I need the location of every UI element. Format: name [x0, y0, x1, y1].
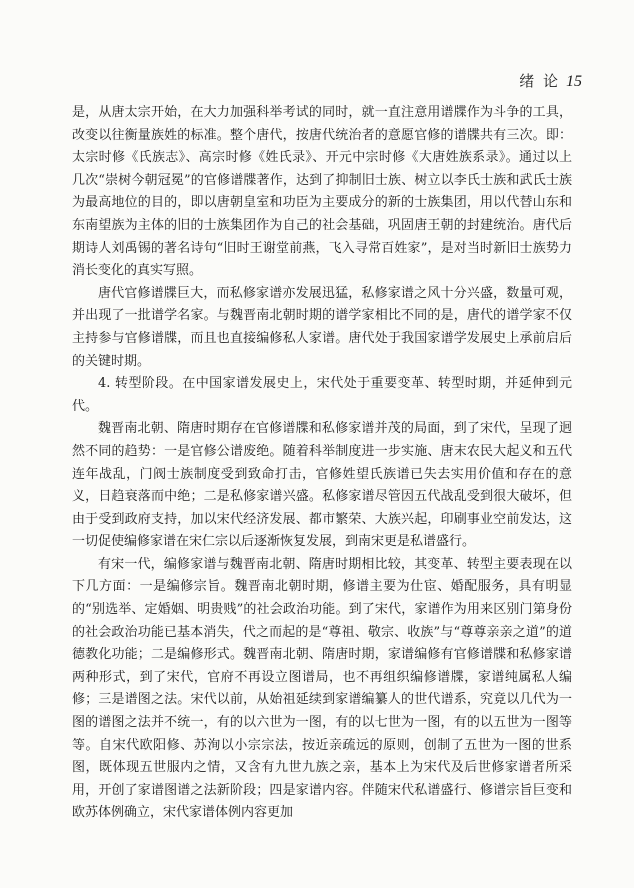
page-number: 15: [566, 73, 582, 90]
paragraph: 有宋一代，编修家谱与魏晋南北朝、隋唐时期相比较，其变革、转型主要表现在以下几方面：一是编修宗旨。魏晋南北朝时期，修谱主要为仕宦、婚配服务，具有明显的“别选举、定婚姻、明贵贱”的社会政治功能。到了宋代，家谱作为用来区别门第身份的社会政治功能已基本消失，代之而起的是“尊祖、敬宗、收族”与“尊尊亲亲之道”的道德教化功能；二是编修形式。魏晋南北朝、隋唐时期，家谱编修有官修谱牒和私修家谱两种形式，到了宋代，官府不再设立图谱局，也不再组织编修谱牒，家谱纯属私人编修；三是谱图之法。宋代以前，从始祖延续到家谱编纂人的世代谱系，究竟以几代为一图的谱图之法并不统一，有的以六世为一图，有的以七世为一图，有的以五世为一图等等。自宋代欧阳修、苏洵以小宗宗法，按近亲疏远的原则，创制了五世为一图的世系图，既体现五世服内之情，又含有九世九族之亲，基本上为宋代及后世修家谱者所采用，开创了家谱图谱之法新阶段；四是家谱内容。伴随宋代私谱盛行、修谱宗旨巨变和欧苏体例确立，宋代家谱体例内容更加: [72, 556, 572, 821]
running-header: [519, 70, 582, 91]
paragraph: 魏晋南北朝、隋唐时期存在官修谱牒和私修家谱并茂的局面，到了宋代，呈现了迥然不同的趋势：一是官修公谱废绝。随着科举制度进一步实施、唐末农民大起义和五代连年战乱，门阀士族制度受到致命打击，官修姓望氏族谱已失去实用价值和存在的意义，日趋衰落而中绝；二是私修家谱兴盛。私修家谱尽管因五代战乱受到很大破坏，但由于受到政府支持，加以宋代经济发展、都市繁荣、大族兴起，印刷事业空前发达，这一切促使编修家谱在宋仁宗以后逐渐恢复发展，到南宋更是私谱盛行。: [72, 421, 572, 550]
paragraph: 唐代官修谱牒巨大，而私修家谱亦发展迅猛，私修家谱之风十分兴盛，数量可观，并出现了一批谱学名家。与魏晋南北朝时期的谱学家相比不同的是，唐代的谱学家不仅主持参与官修谱牒，而且也直接编修私人家谱。唐代处于我国家谱学发展史上承前启后的关键时期。: [72, 285, 572, 369]
body-text: [72, 102, 572, 825]
chapter-title: 绪 论: [519, 72, 560, 90]
paragraph: 是，从唐太宗开始，在大力加强科举考试的同时，就一直注意用谱牒作为斗争的工具，改变以往衡量族姓的标准。整个唐代，按唐代统治者的意愿官修的谱牒共有三次。即：太宗时修《氏族志》、高宗时修《姓氏录》、开元中宗时修《大唐姓族系录》。通过以上几次“崇树今朝冠冕”的官修谱牒著作，达到了抑制旧士族、树立以李氏士族和武氏士族为最高地位的目的，即以唐朝皇室和功臣为主要成分的新的士族集团，用以代替山东和东南望族为主体的旧的士族集团作为自己的社会基础，巩固唐王朝的封建统治。唐代后期诗人刘禹锡的著名诗句“旧时王谢堂前燕，飞入寻常百姓家”，是对当时新旧士族势力消长变化的真实写照。: [72, 105, 572, 279]
section-heading-paragraph: 4. 转型阶段。在中国家谱发展史上，宋代处于重要变革、转型时期，并延伸到元代。: [72, 376, 572, 414]
